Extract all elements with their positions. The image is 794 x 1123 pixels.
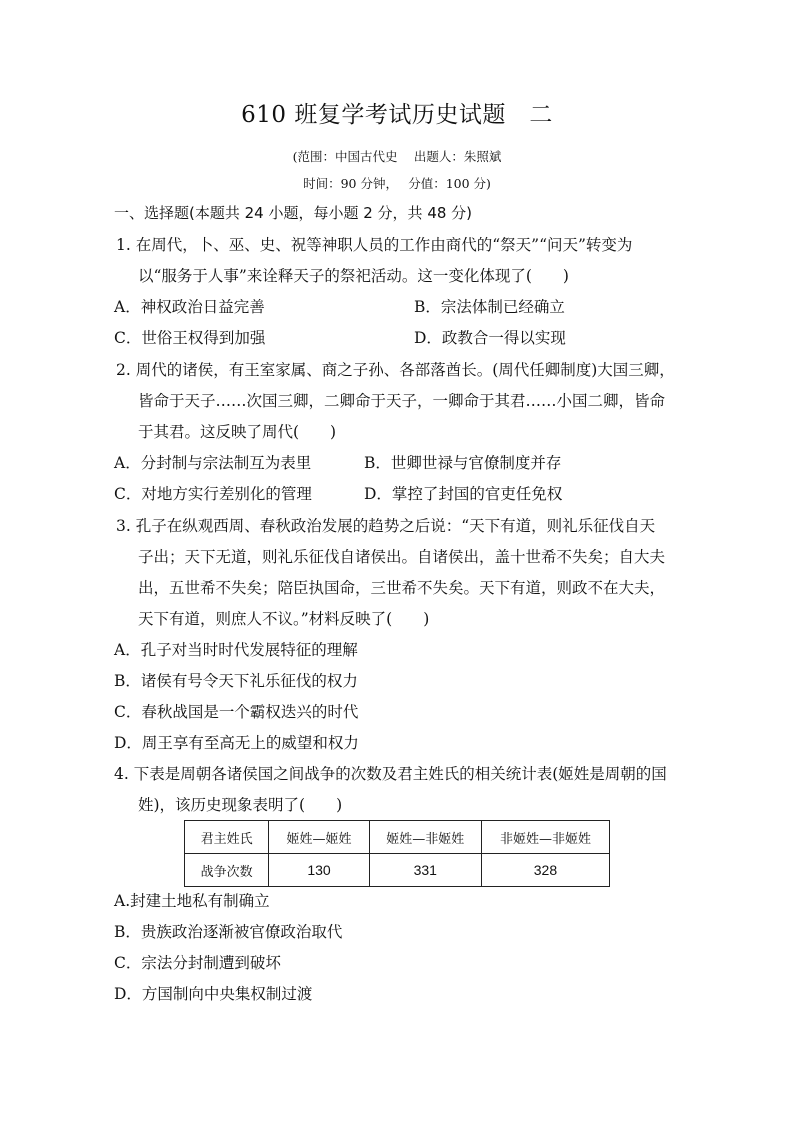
q4-stem-line-1: 4. 下表是周朝各诸侯国之间战争的次数及君主姓氏的相关统计表(姬姓是周朝的国 [114,765,667,783]
table-header-row [185,821,610,854]
table-header-cell: 非姬姓—非姬姓 [481,821,609,854]
q3-stem-line-4: 天下有道，则庶人不议。”材料反映了( ) [138,610,430,628]
q3-stem-line-1: 3. 孔子在纵观西周、春秋政治发展的趋势之后说：“天下有道，则礼乐征伐自天 [116,517,656,535]
exam-scope-author: (范围：中国古代史 出题人：朱照斌 [292,149,502,164]
q3-stem-line-2: 子出；天下无道，则礼乐征伐自诸侯出。自诸侯出，盖十世希不失矣；自大夫 [138,548,666,566]
q1-option-d: D．政教合一得以实现 [414,329,566,347]
table-row [185,854,610,887]
table-cell: 331 [369,854,481,887]
q2-stem-line-3: 于其君。这反映了周代( ) [138,423,337,441]
q1-option-c: C．世俗王权得到加强 [114,329,266,347]
q1-option-b: B．宗法体制已经确立 [414,298,565,316]
q4-option-a: A.封建土地私有制确立 [114,892,270,910]
table-header-cell: 姬姓—姬姓 [269,821,369,854]
q3-option-a: A．孔子对当时时代发展特征的理解 [114,641,358,659]
q4-option-b: B．贵族政治逐渐被官僚政治取代 [114,923,343,941]
q4-option-d: D．方国制向中央集权制过渡 [114,985,313,1003]
q1-stem-line-1: 1. 在周代，卜、巫、史、祝等神职人员的工作由商代的“祭天”“问天”转变为 [116,236,633,254]
table-header-cell: 姬姓—非姬姓 [369,821,481,854]
q2-stem-line-1: 2. 周代的诸侯，有王室家属、商之子孙、各部落酋长。(周代任卿制度)大国三卿， [116,361,675,379]
q1-stem-line-2: 以“服务于人事”来诠释天子的祭祀活动。这一变化体现了( ) [138,267,569,285]
q4-stem-line-2: 姓)，该历史现象表明了( ) [138,796,343,814]
section-heading: 一、选择题(本题共 24 小题，每小题 2 分，共 48 分) [114,204,473,222]
table-header-cell: 君主姓氏 [185,821,269,854]
war-statistics-table [184,820,610,887]
exam-title: 610 班复学考试历史试题 二 [241,102,553,128]
q3-option-d: D．周王享有至高无上的威望和权力 [114,734,359,752]
q3-stem-line-3: 出，五世希不失矣；陪臣执国命，三世希不失矣。天下有道，则政不在大夫， [138,579,666,597]
q4-option-c: C．宗法分封制遭到破坏 [114,954,281,972]
q2-stem-line-2: 皆命于天子……次国三卿，二卿命于天子，一卿命于其君……小国二卿，皆命 [138,392,666,410]
q2-option-a: A．分封制与宗法制互为表里 [114,454,312,472]
q3-option-b: B．诸侯有号令天下礼乐征伐的权力 [114,672,358,690]
table-cell: 130 [269,854,369,887]
exam-time-score: 时间：90 分钟， 分值：100 分) [303,176,491,191]
q2-option-b: B．世卿世禄与官僚制度并存 [364,454,562,472]
q2-option-d: D．掌控了封国的官吏任免权 [364,485,563,503]
q1-option-a: A．神权政治日益完善 [114,298,265,316]
table-row-label: 战争次数 [185,854,269,887]
q3-option-c: C．春秋战国是一个霸权迭兴的时代 [114,703,359,721]
table-cell: 328 [481,854,609,887]
q2-option-c: C．对地方实行差别化的管理 [114,485,312,503]
